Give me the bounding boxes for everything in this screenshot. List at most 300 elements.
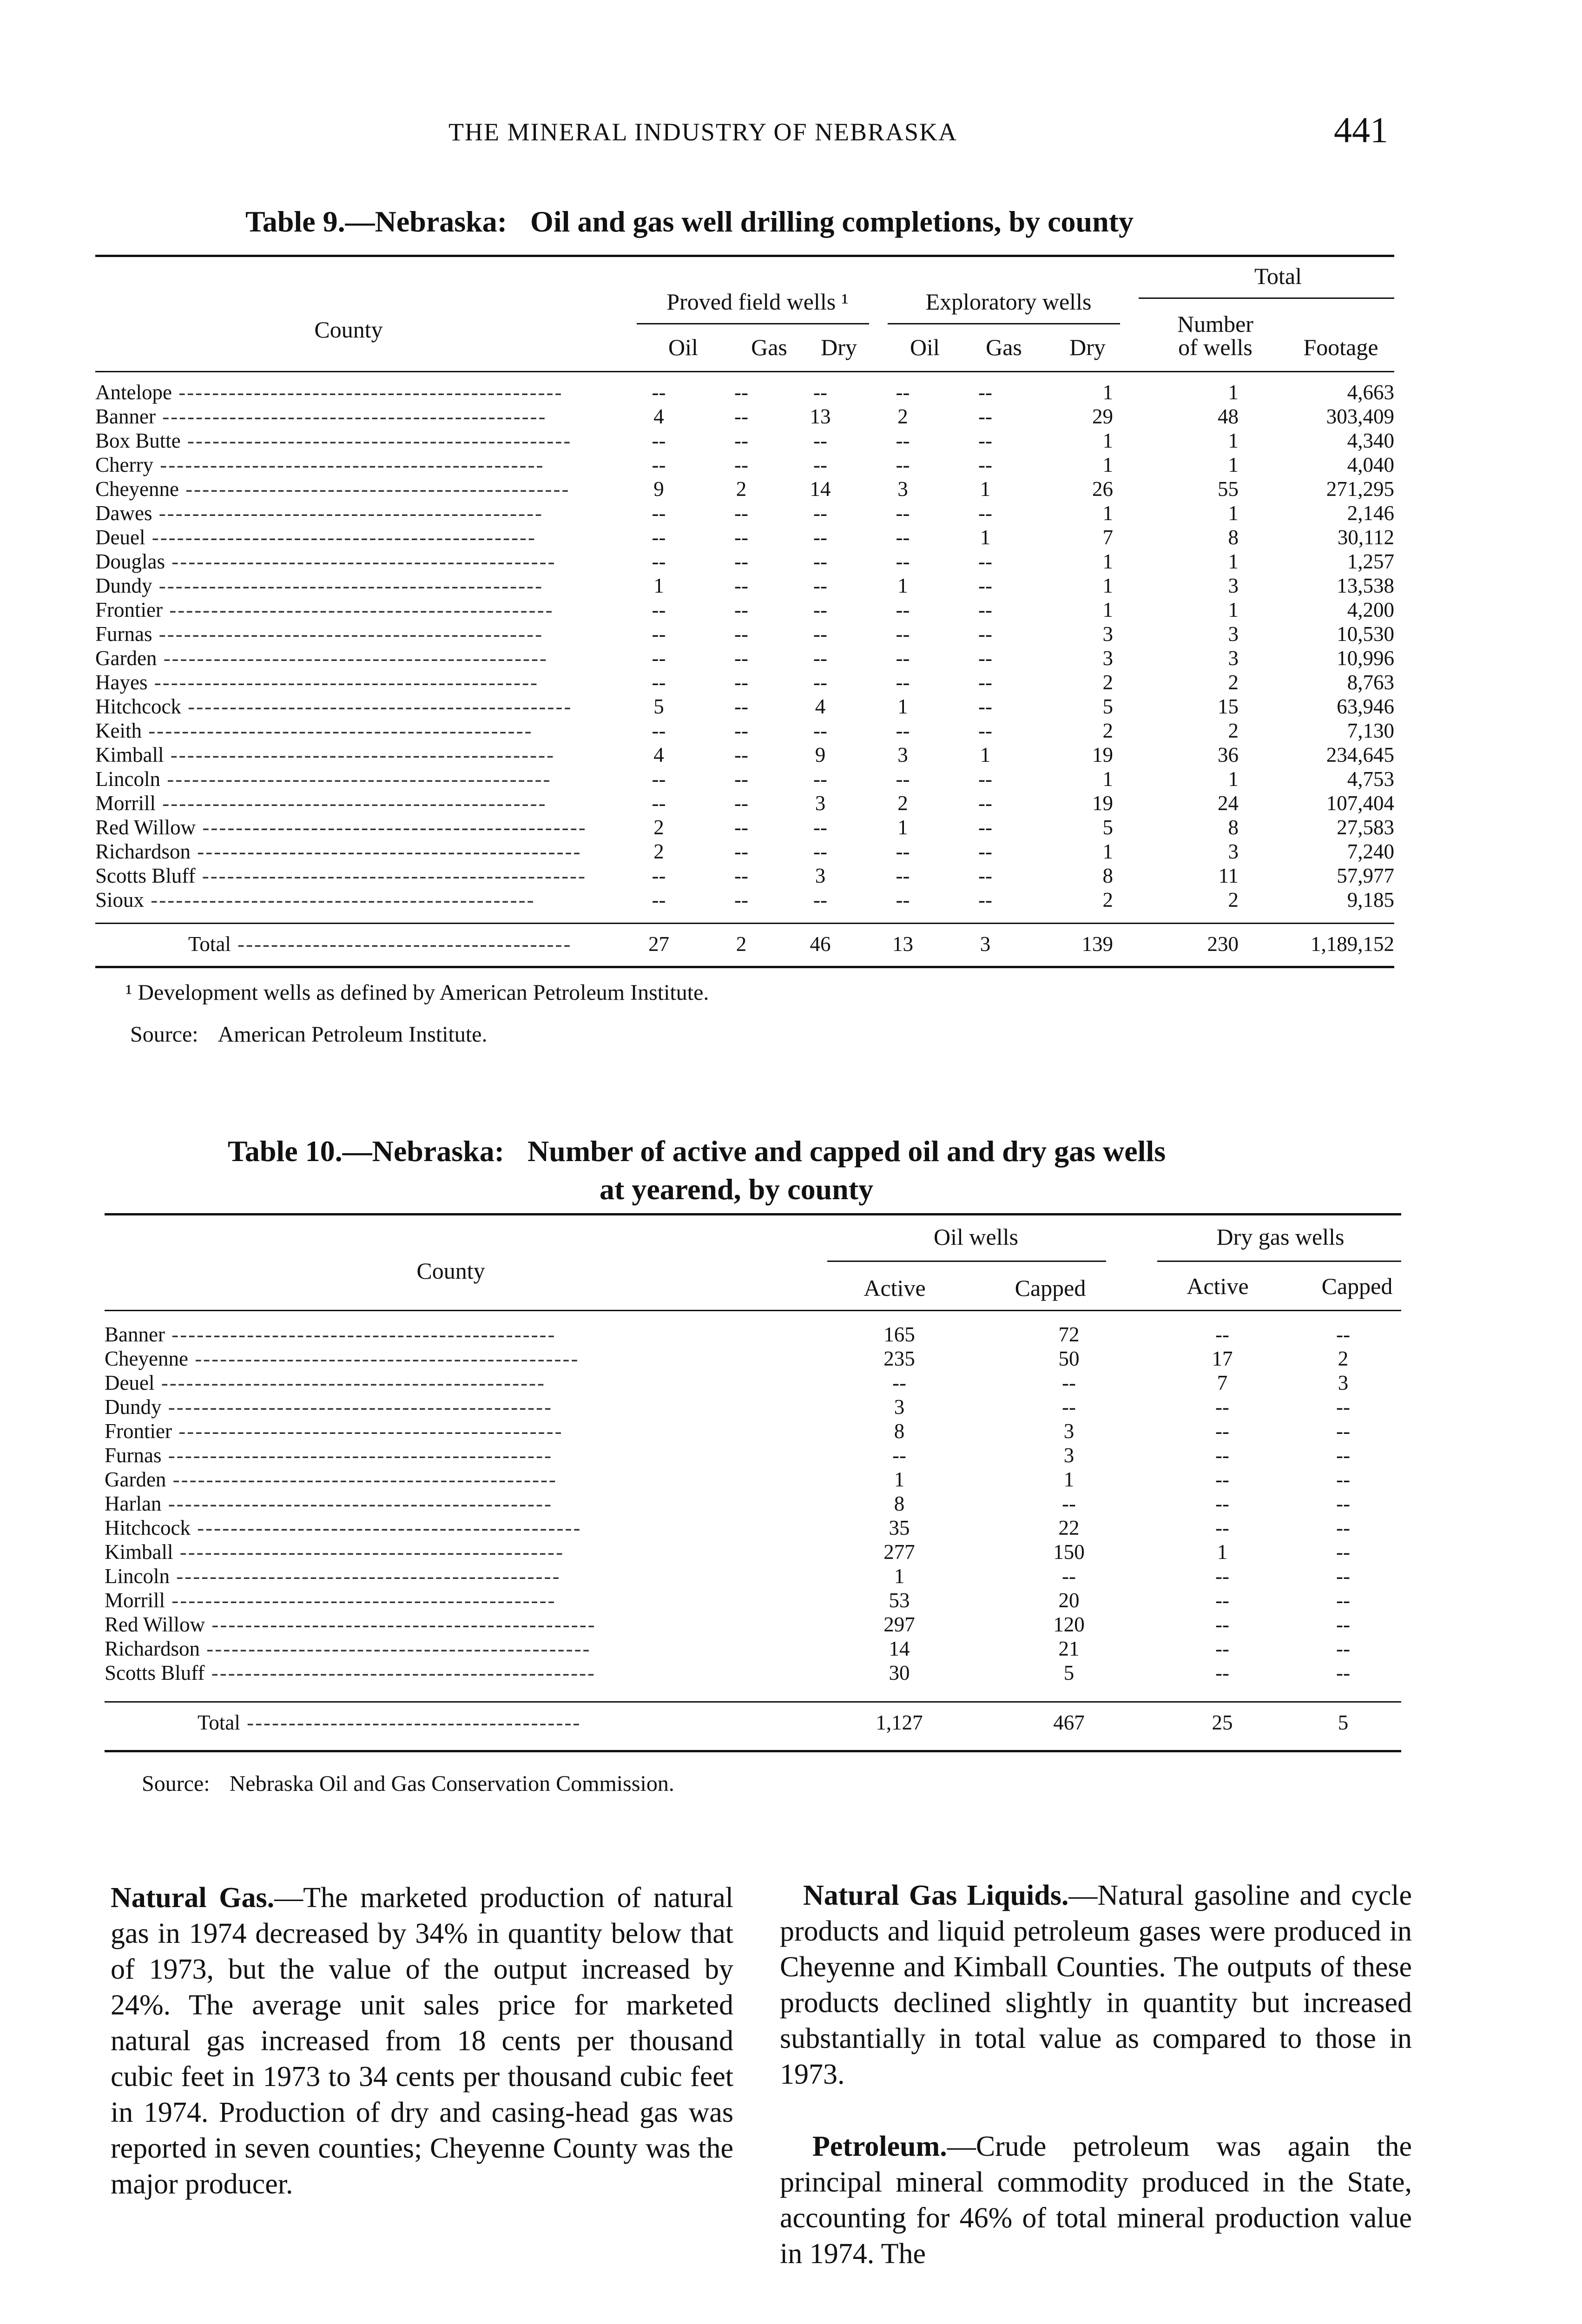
table10-caption	[228, 1134, 1166, 1169]
county-label: Kimball	[105, 1540, 173, 1564]
county-name	[95, 574, 616, 598]
cell-oil_active: 35	[889, 1516, 910, 1539]
cell-wells: 1	[1228, 598, 1239, 621]
total-gas_capped: 5	[1338, 1711, 1349, 1734]
table-row	[105, 1347, 1401, 1371]
cell-footage: 234,645	[1326, 743, 1394, 766]
table-row	[95, 888, 1394, 912]
county-label: Furnas	[105, 1444, 162, 1467]
cell-e_dry: 8	[1102, 864, 1113, 887]
cell-e_dry: 19	[1092, 743, 1113, 766]
cell-oil_active: 235	[883, 1347, 915, 1370]
county-label: Deuel	[105, 1371, 155, 1394]
county-label: Richardson	[95, 840, 191, 863]
table-row	[95, 549, 1394, 574]
county-label: Dawes	[95, 502, 152, 525]
table-row	[95, 839, 1394, 864]
cell-oil_capped: 20	[1058, 1589, 1080, 1612]
county-name	[95, 549, 616, 574]
table-row	[95, 380, 1394, 404]
t9-county-head: County	[314, 317, 383, 343]
cell-p_oil: 9	[653, 477, 664, 501]
cell-gas_active: --	[1215, 1613, 1229, 1636]
table-row	[105, 1371, 1401, 1395]
cell-e_oil: 2	[897, 792, 908, 815]
table9-total-rule	[95, 923, 1394, 924]
county-label: Dundy	[95, 574, 152, 597]
county-name	[105, 1564, 820, 1588]
cell-p_oil: 4	[653, 405, 664, 428]
dot-leader: ----------------------------------------------	[156, 792, 547, 815]
county-label: Douglas	[95, 550, 165, 573]
cell-p_dry: --	[813, 429, 827, 452]
county-name	[105, 1467, 820, 1492]
table10-source	[142, 1771, 674, 1796]
county-name	[105, 1347, 820, 1371]
cell-oil_capped: 72	[1058, 1323, 1080, 1346]
cell-wells: 11	[1218, 864, 1239, 887]
cell-footage: 7,130	[1347, 719, 1394, 742]
dot-leader: ----------------------------------------------	[165, 550, 556, 573]
cell-oil_active: 8	[894, 1419, 905, 1443]
county-name	[105, 1661, 820, 1685]
county-name	[105, 1540, 820, 1564]
cell-gas_active: 1	[1217, 1540, 1228, 1564]
dot-leader: ----------------------------------------	[240, 1711, 581, 1734]
county-label: Sioux	[95, 888, 145, 911]
cell-gas_capped: --	[1336, 1468, 1350, 1491]
cell-gas_capped: --	[1336, 1444, 1350, 1467]
county-label: Deuel	[95, 526, 145, 549]
cell-e_dry: 1	[1102, 840, 1113, 863]
cell-oil_capped: --	[1062, 1565, 1076, 1588]
cell-e_dry: 3	[1102, 647, 1113, 670]
cell-gas_active: --	[1215, 1516, 1229, 1539]
cell-gas_active: --	[1215, 1444, 1229, 1467]
dot-leader: ----------------------------------------------	[160, 767, 552, 791]
t9-proved-head: Proved field wells ¹	[666, 289, 849, 315]
cell-oil_active: 3	[894, 1395, 905, 1419]
dot-leader: ----------------------------------------------	[204, 1661, 596, 1684]
cell-p_oil: --	[652, 719, 666, 742]
cell-p_gas: --	[734, 405, 748, 428]
cell-gas_capped: 3	[1338, 1371, 1349, 1394]
county-label: Scotts Bluff	[95, 864, 196, 887]
cell-gas_active: --	[1215, 1395, 1229, 1419]
dot-leader: ----------------------------------------------	[166, 1468, 558, 1491]
table9-bottom-rule	[95, 966, 1394, 968]
cell-e_oil: --	[896, 647, 910, 670]
cell-p_dry: --	[813, 453, 827, 476]
cell-p_dry: --	[813, 502, 827, 525]
dot-leader: ----------------------------------------------	[157, 647, 548, 670]
cell-p_oil: 2	[653, 840, 664, 863]
cell-wells: 8	[1228, 526, 1239, 549]
cell-e_oil: 1	[897, 695, 908, 718]
county-name	[105, 1612, 820, 1637]
cell-e_oil: --	[896, 767, 910, 791]
cell-gas_active: --	[1215, 1468, 1229, 1491]
cell-footage: 107,404	[1326, 792, 1394, 815]
cell-wells: 2	[1228, 719, 1239, 742]
cell-p_gas: --	[734, 502, 748, 525]
cell-oil_capped: --	[1062, 1492, 1076, 1515]
petroleum-paragraph	[780, 2129, 1412, 2272]
county-label: Scotts Bluff	[105, 1661, 205, 1684]
t9-gas-head: Gas	[751, 334, 787, 360]
t9-footage-head: Footage	[1303, 334, 1378, 360]
county-label: Lincoln	[95, 767, 160, 791]
cell-e_dry: 1	[1102, 381, 1113, 404]
cell-p_gas: --	[734, 792, 748, 815]
county-name	[105, 1395, 820, 1419]
county-label: Cheyenne	[105, 1347, 188, 1370]
table-row	[95, 719, 1394, 743]
table9-caption-text: Oil and gas well drilling completions, by county	[530, 205, 1134, 238]
cell-footage: 8,763	[1347, 671, 1394, 694]
t9-wells-head-1: Number	[1177, 311, 1253, 337]
cell-p_gas: --	[734, 671, 748, 694]
table-row	[105, 1564, 1401, 1588]
cell-p_gas: --	[734, 526, 748, 549]
county-label: Box Butte	[95, 429, 181, 452]
table10-caption-line2: at yearend, by county	[600, 1173, 874, 1206]
cell-gas_active: 7	[1217, 1371, 1228, 1394]
natural-gas-heading: Natural Gas.	[111, 1882, 275, 1914]
cell-footage: 303,409	[1326, 405, 1394, 428]
cell-e_gas: --	[978, 598, 992, 621]
cell-p_dry: --	[813, 622, 827, 646]
cell-e_gas: --	[978, 671, 992, 694]
county-name	[95, 646, 616, 670]
cell-p_dry: 4	[815, 695, 826, 718]
dot-leader: ----------------------------------------------	[195, 864, 587, 887]
t10-oil-active-head: Active	[864, 1275, 926, 1301]
cell-p_dry: 3	[815, 792, 826, 815]
table10-caption-line1: Number of active and capped oil and dry gas wells	[527, 1135, 1166, 1168]
dot-leader: ----------------------------------------------	[153, 453, 545, 476]
cell-gas_capped: --	[1336, 1540, 1350, 1564]
total-e_gas: 3	[980, 932, 991, 956]
dot-leader: ----------------------------------------------	[196, 816, 587, 839]
county-name	[95, 404, 616, 429]
dot-leader: ----------------------------------------------	[147, 671, 539, 694]
cell-p_oil: --	[652, 767, 666, 791]
cell-wells: 15	[1218, 695, 1239, 718]
cell-e_oil: --	[896, 381, 910, 404]
cell-e_dry: 1	[1102, 502, 1113, 525]
table9-caption-label: Table 9.—Nebraska:	[245, 205, 508, 238]
dot-leader: ----------------------------------------------	[178, 477, 570, 501]
cell-p_dry: 14	[810, 477, 831, 501]
cell-e_dry: 29	[1092, 405, 1113, 428]
table9-source	[130, 1022, 487, 1047]
county-label: Garden	[95, 647, 157, 670]
table-row	[105, 1516, 1401, 1540]
total-p_gas: 2	[736, 932, 747, 956]
table-row	[95, 404, 1394, 429]
cell-p_gas: 2	[736, 477, 747, 501]
county-name	[95, 932, 616, 956]
cell-oil_capped: --	[1062, 1371, 1076, 1394]
table-row	[105, 1443, 1401, 1467]
dot-leader: ----------------------------------------------	[154, 1371, 546, 1394]
t9-proved-rule	[637, 323, 869, 324]
t10-gas-wells-head: Dry gas wells	[1216, 1224, 1345, 1250]
t9-exploratory-rule	[888, 323, 1120, 324]
cell-p_gas: --	[734, 840, 748, 863]
t9-total-rule	[1139, 297, 1394, 299]
total-e_dry: 139	[1081, 932, 1113, 956]
dot-leader: ----------------------------------------------	[152, 574, 544, 597]
cell-e_dry: 26	[1092, 477, 1113, 501]
cell-footage: 4,753	[1347, 767, 1394, 791]
table-row	[95, 501, 1394, 525]
cell-oil_active: 8	[894, 1492, 905, 1515]
table10-top-rule	[105, 1213, 1401, 1215]
page-number: 441	[1334, 110, 1388, 150]
table9-top-rule	[95, 255, 1394, 257]
total-oil_active: 1,127	[876, 1711, 923, 1734]
cell-oil_capped: 50	[1058, 1347, 1080, 1370]
cell-p_dry: 13	[810, 405, 831, 428]
cell-oil_capped: 22	[1058, 1516, 1080, 1539]
cell-p_gas: --	[734, 864, 748, 887]
cell-e_gas: --	[978, 647, 992, 670]
cell-p_gas: --	[734, 767, 748, 791]
t9-oil-head: Oil	[668, 334, 698, 360]
cell-p_gas: --	[734, 429, 748, 452]
cell-e_oil: --	[896, 453, 910, 476]
cell-e_oil: --	[896, 671, 910, 694]
cell-oil_active: 53	[889, 1589, 910, 1612]
cell-oil_active: 277	[883, 1540, 915, 1564]
cell-oil_active: 30	[889, 1661, 910, 1684]
county-name	[95, 598, 616, 622]
cell-wells: 1	[1228, 767, 1239, 791]
cell-p_oil: 4	[653, 743, 664, 766]
cell-p_oil: --	[652, 526, 666, 549]
county-label: Antelope	[95, 381, 172, 404]
county-label: Garden	[105, 1468, 166, 1491]
county-name	[105, 1516, 820, 1540]
cell-e_gas: --	[978, 381, 992, 404]
cell-footage: 10,530	[1337, 622, 1394, 646]
table-row	[95, 598, 1394, 622]
cell-wells: 3	[1228, 647, 1239, 670]
cell-e_dry: 19	[1092, 792, 1113, 815]
table-row	[95, 453, 1394, 477]
cell-p_oil: --	[652, 453, 666, 476]
cell-p_dry: --	[813, 671, 827, 694]
cell-p_gas: --	[734, 574, 748, 597]
cell-p_gas: --	[734, 550, 748, 573]
dot-leader: ----------------------------------------------	[169, 1565, 561, 1588]
cell-e_oil: --	[896, 429, 910, 452]
cell-footage: 4,040	[1347, 453, 1394, 476]
cell-gas_active: --	[1215, 1661, 1229, 1684]
cell-gas_capped: --	[1336, 1395, 1350, 1419]
cell-oil_active: 1	[894, 1565, 905, 1588]
ngl-paragraph	[780, 1878, 1412, 2093]
t10-county-head: County	[416, 1258, 485, 1284]
cell-gas_capped: --	[1336, 1516, 1350, 1539]
cell-e_gas: --	[978, 550, 992, 573]
county-label: Morrill	[105, 1589, 165, 1612]
cell-e_oil: 2	[897, 405, 908, 428]
t10-oil-wells-head: Oil wells	[934, 1224, 1018, 1250]
t10-gas-active-head: Active	[1186, 1273, 1249, 1299]
county-name	[95, 839, 616, 864]
cell-e_dry: 3	[1102, 622, 1113, 646]
cell-p_gas: --	[734, 743, 748, 766]
cell-p_gas: --	[734, 647, 748, 670]
cell-p_dry: --	[813, 840, 827, 863]
cell-p_dry: --	[813, 816, 827, 839]
cell-gas_capped: --	[1336, 1589, 1350, 1612]
table9-caption	[245, 205, 1134, 239]
t9-total-head: Total	[1254, 263, 1302, 289]
cell-e_gas: --	[978, 719, 992, 742]
cell-oil_active: 14	[889, 1637, 910, 1660]
table10-source-text: Nebraska Oil and Gas Conservation Commission.	[229, 1771, 674, 1796]
cell-e_gas: --	[978, 816, 992, 839]
cell-p_oil: --	[652, 622, 666, 646]
cell-oil_active: --	[892, 1444, 906, 1467]
cell-p_gas: --	[734, 622, 748, 646]
county-name	[95, 694, 616, 719]
cell-e_oil: 1	[897, 816, 908, 839]
table10-total	[105, 1710, 1401, 1735]
total-wells: 230	[1207, 932, 1239, 956]
cell-e_gas: 1	[980, 743, 991, 766]
county-label: Total	[188, 932, 231, 956]
cell-wells: 3	[1228, 840, 1239, 863]
cell-wells: 1	[1228, 381, 1239, 404]
cell-wells: 3	[1228, 622, 1239, 646]
county-name	[95, 477, 616, 501]
cell-wells: 8	[1228, 816, 1239, 839]
cell-oil_capped: 3	[1063, 1419, 1074, 1443]
cell-p_oil: 5	[653, 695, 664, 718]
county-name	[95, 453, 616, 477]
county-label: Cherry	[95, 453, 153, 476]
cell-p_gas: --	[734, 719, 748, 742]
cell-p_dry: --	[813, 598, 827, 621]
cell-oil_capped: 120	[1053, 1613, 1085, 1636]
cell-p_gas: --	[734, 453, 748, 476]
cell-e_gas: --	[978, 405, 992, 428]
cell-wells: 1	[1228, 453, 1239, 476]
cell-e_dry: 1	[1102, 453, 1113, 476]
cell-oil_capped: --	[1062, 1395, 1076, 1419]
county-label: Hitchcock	[95, 695, 181, 718]
page-header	[0, 109, 1582, 160]
county-name	[95, 525, 616, 549]
total-oil_capped: 467	[1053, 1711, 1085, 1734]
cell-gas_active: --	[1215, 1492, 1229, 1515]
table-row	[95, 767, 1394, 791]
dot-leader: ----------------------------------------------	[161, 1444, 553, 1467]
cell-e_gas: 1	[980, 526, 991, 549]
table-row	[95, 574, 1394, 598]
cell-p_oil: --	[652, 381, 666, 404]
total-gas_active: 25	[1212, 1711, 1233, 1734]
county-label: Hitchcock	[105, 1516, 191, 1539]
county-label: Hayes	[95, 671, 148, 694]
cell-gas_capped: --	[1336, 1661, 1350, 1684]
total-e_oil: 13	[892, 932, 913, 956]
cell-gas_capped: --	[1336, 1323, 1350, 1346]
cell-p_oil: --	[652, 864, 666, 887]
cell-gas_capped: --	[1336, 1637, 1350, 1660]
cell-e_gas: 1	[980, 477, 991, 501]
cell-p_oil: --	[652, 598, 666, 621]
ngl-heading: Natural Gas Liquids.	[803, 1880, 1069, 1911]
cell-gas_capped: --	[1336, 1565, 1350, 1588]
cell-wells: 2	[1228, 671, 1239, 694]
cell-footage: 1,257	[1347, 550, 1394, 573]
county-name	[105, 1443, 820, 1467]
t9-exploratory-head: Exploratory wells	[925, 289, 1092, 315]
cell-wells: 3	[1228, 574, 1239, 597]
county-name	[95, 719, 616, 743]
running-title: THE MINERAL INDUSTRY OF NEBRASKA	[448, 118, 958, 146]
cell-p_gas: --	[734, 381, 748, 404]
petroleum-heading: Petroleum.	[812, 2131, 947, 2162]
dot-leader: ----------------------------------------------	[205, 1613, 596, 1636]
table9-header-rule	[95, 371, 1394, 372]
cell-wells: 55	[1218, 477, 1239, 501]
table9-total	[95, 932, 1394, 956]
dot-leader: ----------------------------------------------	[173, 1540, 565, 1564]
table-row	[95, 743, 1394, 767]
table10-caption-label: Table 10.—Nebraska:	[228, 1135, 505, 1168]
county-label: Red Willow	[95, 816, 196, 839]
cell-oil_capped: 3	[1063, 1444, 1074, 1467]
table-row	[105, 1637, 1401, 1661]
cell-e_dry: 2	[1102, 671, 1113, 694]
county-name	[105, 1322, 820, 1347]
county-name	[105, 1710, 820, 1735]
cell-gas_active: --	[1215, 1589, 1229, 1612]
cell-oil_capped: 21	[1058, 1637, 1080, 1660]
county-name	[95, 888, 616, 912]
cell-gas_active: 17	[1212, 1347, 1233, 1370]
county-name	[95, 670, 616, 694]
cell-footage: 9,185	[1347, 888, 1394, 911]
cell-oil_active: 165	[883, 1323, 915, 1346]
cell-footage: 30,112	[1337, 526, 1394, 549]
dot-leader: ----------------------------------------------	[180, 429, 572, 452]
cell-e_gas: --	[978, 574, 992, 597]
cell-e_oil: 1	[897, 574, 908, 597]
dot-leader: ----------------------------------------------	[161, 1492, 553, 1515]
county-label: Total	[198, 1711, 240, 1734]
county-label: Dundy	[105, 1395, 162, 1419]
cell-e_oil: --	[896, 598, 910, 621]
cell-gas_active: --	[1215, 1419, 1229, 1443]
county-label: Richardson	[105, 1637, 200, 1660]
dot-leader: ----------------------------------------------	[161, 1395, 553, 1419]
cell-oil_active: 1	[894, 1468, 905, 1491]
cell-p_dry: --	[813, 526, 827, 549]
cell-e_gas: --	[978, 864, 992, 887]
dot-leader: ----------------------------------------------	[141, 719, 533, 742]
table10-bottom-rule	[105, 1750, 1401, 1752]
cell-p_oil: --	[652, 550, 666, 573]
dot-leader: ----------------------------------------------	[145, 526, 537, 549]
